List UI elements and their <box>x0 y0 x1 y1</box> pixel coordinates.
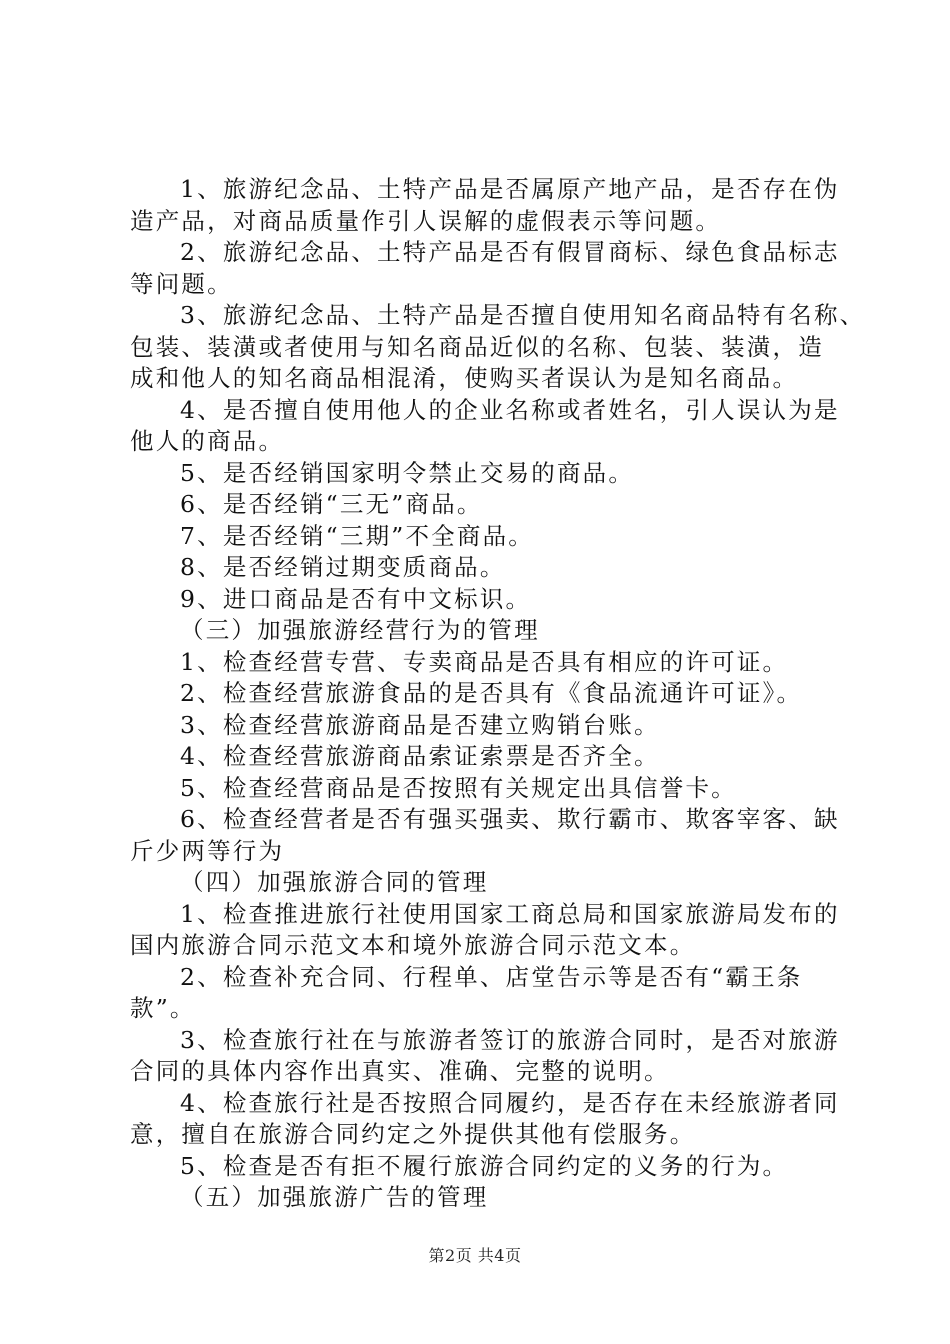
paragraph <box>168 584 836 616</box>
paragraph <box>130 300 866 395</box>
paragraph-line: 5、是否经销国家明令禁止交易的商品。 <box>180 458 635 487</box>
paragraph-line: 6、是否经销“三无”商品。 <box>180 490 483 518</box>
paragraph-line: 意，擅自在旅游合同约定之外提供其他有偿服务。 <box>130 1120 696 1148</box>
paragraph <box>168 1151 836 1183</box>
paragraph <box>168 521 836 553</box>
paragraph-line: 合同的具体内容作出真实、准确、完整的说明。 <box>130 1057 670 1085</box>
paragraph <box>130 1025 840 1088</box>
paragraph-line: 等问题。 <box>130 269 233 298</box>
paragraph-line: 3、检查经营旅游商品是否建立购销台账。 <box>180 710 660 739</box>
paragraph-line: 5、检查经营商品是否按照有关规定出具信誉卡。 <box>180 773 737 802</box>
paragraph-line: 包装、装潢或者使用与知名商品近似的名称、包装、装潢，造 <box>130 332 824 361</box>
paragraph-line: 3、检查旅行社在与旅游者签订的旅游合同时，是否对旅游 <box>180 1025 840 1054</box>
paragraph-line: 8、是否经销过期变质商品。 <box>180 553 506 581</box>
paragraph <box>168 741 836 773</box>
paragraph <box>168 552 836 584</box>
paragraph <box>130 174 840 237</box>
paragraph-line: 款”。 <box>130 994 196 1022</box>
paragraph <box>168 615 836 647</box>
paragraph-line: 国内旅游合同示范文本和境外旅游合同示范文本。 <box>130 931 696 959</box>
paragraph <box>168 678 836 710</box>
paragraph-line: 1、检查推进旅行社使用国家工商总局和国家旅游局发布的 <box>180 899 840 928</box>
paragraph-line: 造产品，对商品质量作引人误解的虚假表示等问题。 <box>130 206 722 235</box>
paragraph <box>168 773 836 805</box>
paragraph-line: 4、检查旅行社是否按照合同履约，是否存在未经旅游者同 <box>180 1088 840 1117</box>
paragraph <box>130 804 840 867</box>
page-footer: 第2页 共4页 <box>428 1246 522 1265</box>
paragraph-line: 成和他人的知名商品相混淆，使购买者误认为是知名商品。 <box>130 364 799 392</box>
paragraph-line: 4、是否擅自使用他人的企业名称或者姓名，引人误认为是 <box>180 395 840 424</box>
paragraph <box>130 899 840 962</box>
paragraph <box>168 1182 836 1214</box>
paragraph-line: 4、检查经营旅游商品索证索票是否齐全。 <box>180 742 660 770</box>
document-body <box>130 174 866 1214</box>
paragraph-line: 2、检查经营旅游食品的是否具有《食品流通许可证》。 <box>180 679 803 707</box>
paragraph-line: 9、进口商品是否有中文标识。 <box>180 584 532 613</box>
paragraph <box>168 647 836 679</box>
paragraph <box>168 710 836 742</box>
paragraph-line: 1、旅游纪念品、土特产品是否属原产地产品，是否存在伪 <box>180 175 840 203</box>
paragraph-line: 2、检查补充合同、行程单、店堂告示等是否有“霸王条 <box>180 962 803 991</box>
paragraph-line: 3、旅游纪念品、土特产品是否擅自使用知名商品特有名称、 <box>180 301 866 329</box>
paragraph <box>130 237 840 300</box>
paragraph <box>168 458 836 490</box>
paragraph-line: 2、旅游纪念品、土特产品是否有假冒商标、绿色食品标志 <box>180 238 840 266</box>
paragraph <box>130 962 836 1025</box>
paragraph-line: （五）加强旅游广告的管理 <box>180 1183 489 1211</box>
paragraph-line: （三）加强旅游经营行为的管理 <box>180 616 540 644</box>
paragraph <box>130 1088 840 1151</box>
paragraph-line: 他人的商品。 <box>130 427 285 455</box>
paragraph-line: 斤少两等行为 <box>130 836 285 865</box>
paragraph-line: 7、是否经销“三期”不全商品。 <box>180 521 534 550</box>
paragraph <box>168 867 836 899</box>
paragraph-line: 1、检查经营专营、专卖商品是否具有相应的许可证。 <box>180 647 789 676</box>
paragraph-line: （四）加强旅游合同的管理 <box>180 868 489 896</box>
paragraph <box>130 395 840 458</box>
paragraph <box>168 489 836 521</box>
paragraph-line: 6、检查经营者是否有强买强卖、欺行霸市、欺客宰客、缺 <box>180 805 840 833</box>
paragraph-line: 5、检查是否有拒不履行旅游合同约定的义务的行为。 <box>180 1151 789 1180</box>
